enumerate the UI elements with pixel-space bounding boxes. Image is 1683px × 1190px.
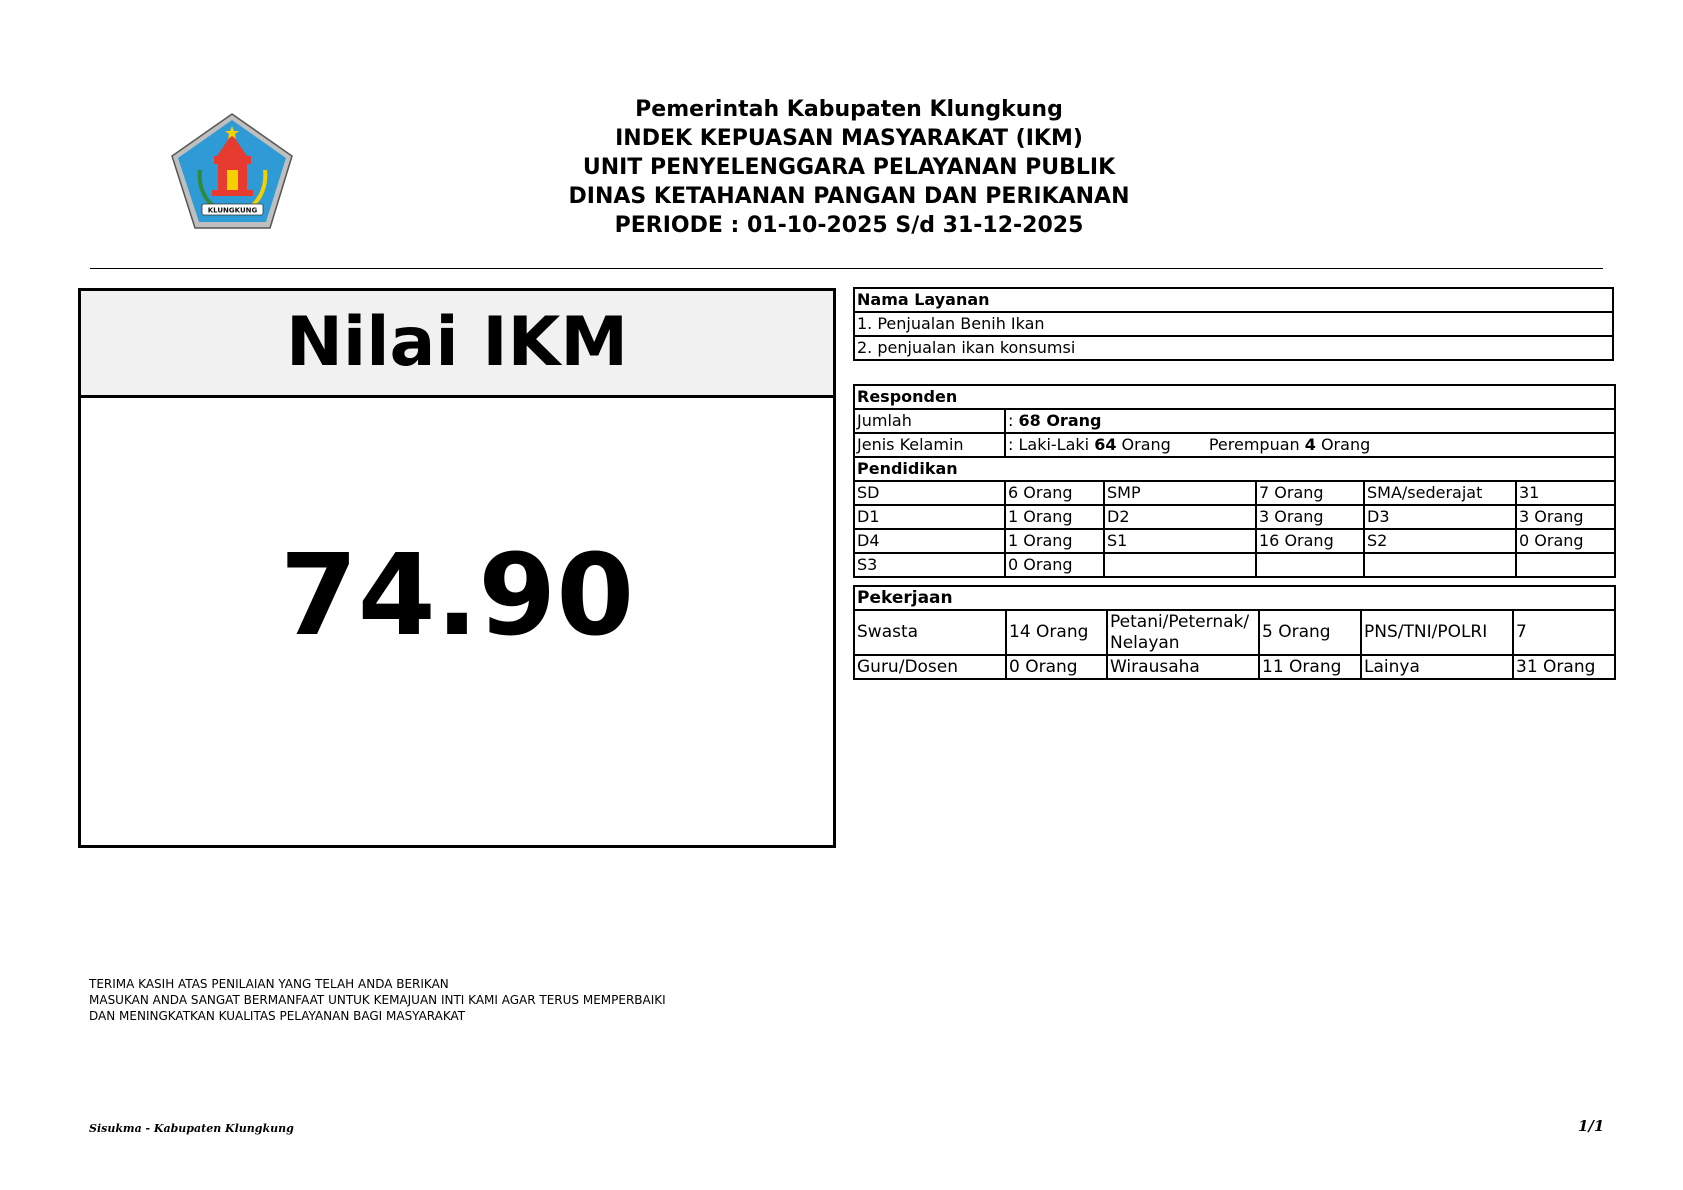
occupation-cell: Wirausaha	[1107, 655, 1259, 679]
respondent-total	[1005, 409, 1615, 433]
table-row	[854, 529, 1615, 553]
male-count: 64	[1094, 435, 1117, 454]
ikm-title: Nilai IKM	[81, 291, 833, 398]
education-cell: 0 Orang	[1005, 553, 1104, 577]
education-cell: S2	[1364, 529, 1516, 553]
header-line-unit: UNIT PENYELENGGARA PELAYANAN PUBLIK	[582, 155, 1116, 180]
education-header: Pendidikan	[854, 457, 1615, 481]
klungkung-regency-emblem-icon	[170, 112, 295, 230]
female-unit: Orang	[1315, 435, 1371, 454]
education-cell: SD	[854, 481, 1005, 505]
education-cell: 3 Orang	[1256, 505, 1364, 529]
service-table	[853, 287, 1614, 361]
education-cell: 31	[1516, 481, 1615, 505]
occupation-cell: 31 Orang	[1513, 655, 1615, 679]
occupation-header: Pekerjaan	[854, 586, 1615, 610]
respondent-total-value: 68 Orang	[1018, 411, 1102, 430]
thank-you-line: DAN MENINGKATKAN KUALITAS PELAYANAN BAGI MASYARAKAT	[89, 1009, 466, 1023]
table-row	[854, 505, 1615, 529]
occupation-cell: PNS/TNI/POLRI	[1361, 610, 1513, 655]
education-cell: S3	[854, 553, 1005, 577]
education-cell: SMA/sederajat	[1364, 481, 1516, 505]
education-cell	[1516, 553, 1615, 577]
header-line-agency: DINAS KETAHANAN PANGAN DAN PERIKANAN	[568, 184, 1130, 209]
education-cell: D4	[854, 529, 1005, 553]
header-line-period: PERIODE : 01-10-2025 S/d 31-12-2025	[614, 213, 1084, 238]
education-cell: 7 Orang	[1256, 481, 1364, 505]
occupation-cell: 5 Orang	[1259, 610, 1361, 655]
header-line-ikm: INDEK KEPUASAN MASYARAKAT (IKM)	[615, 126, 1083, 151]
education-cell: D1	[854, 505, 1005, 529]
thank-you-line: MASUKAN ANDA SANGAT BERMANFAAT UNTUK KEMAJUAN INTI KAMI AGAR TERUS MEMPERBAIKI	[89, 993, 666, 1007]
education-cell: D3	[1364, 505, 1516, 529]
ikm-value: 74.90	[279, 531, 635, 661]
education-cell: D2	[1104, 505, 1256, 529]
occupation-cell: 0 Orang	[1006, 655, 1107, 679]
education-cell	[1104, 553, 1256, 577]
education-cell: 16 Orang	[1256, 529, 1364, 553]
service-item: 1. Penjualan Benih Ikan	[854, 312, 1613, 336]
education-cell: S1	[1104, 529, 1256, 553]
respondent-gender	[1005, 433, 1615, 457]
header-line-government: Pemerintah Kabupaten Klungkung	[635, 97, 1063, 122]
male-label: : Laki-Laki	[1008, 435, 1095, 454]
occupation-table	[853, 585, 1616, 680]
education-cell: SMP	[1104, 481, 1256, 505]
education-cell: 6 Orang	[1005, 481, 1104, 505]
occupation-cell: 14 Orang	[1006, 610, 1107, 655]
respondent-total-prefix: :	[1008, 411, 1019, 430]
occupation-cell: Swasta	[854, 610, 1006, 655]
education-cell: 1 Orang	[1005, 529, 1104, 553]
female-count: 4	[1304, 435, 1316, 454]
female-label: Perempuan	[1208, 435, 1305, 454]
logo-text: KLUNGKUNG	[207, 206, 258, 215]
page-number: 1/1	[1578, 1117, 1605, 1135]
respondent-total-label: Jumlah	[854, 409, 1005, 433]
ikm-score-panel	[78, 288, 836, 848]
occupation-cell: 11 Orang	[1259, 655, 1361, 679]
education-cell	[1364, 553, 1516, 577]
respondent-table	[853, 384, 1616, 578]
service-item: 2. penjualan ikan konsumsi	[854, 336, 1613, 360]
thank-you-line: TERIMA KASIH ATAS PENILAIAN YANG TELAH ANDA BERIKAN	[89, 977, 449, 991]
occupation-cell: Petani/Peternak/ Nelayan	[1107, 610, 1259, 655]
education-cell: 1 Orang	[1005, 505, 1104, 529]
thank-you-message	[89, 976, 666, 1024]
table-row	[854, 481, 1615, 505]
education-cell	[1256, 553, 1364, 577]
occupation-cell: Lainya	[1361, 655, 1513, 679]
education-cell: 3 Orang	[1516, 505, 1615, 529]
table-row	[854, 553, 1615, 577]
header-divider	[90, 268, 1603, 269]
table-row	[854, 610, 1615, 655]
male-unit: Orang	[1116, 435, 1171, 454]
footer-system-name: Sisukma - Kabupaten Klungkung	[89, 1122, 294, 1135]
respondent-gender-label: Jenis Kelamin	[854, 433, 1005, 457]
education-cell: 0 Orang	[1516, 529, 1615, 553]
table-row	[854, 655, 1615, 679]
respondent-header: Responden	[854, 385, 1615, 409]
occupation-cell: 7	[1513, 610, 1615, 655]
service-header: Nama Layanan	[854, 288, 1613, 312]
occupation-cell: Guru/Dosen	[854, 655, 1006, 679]
